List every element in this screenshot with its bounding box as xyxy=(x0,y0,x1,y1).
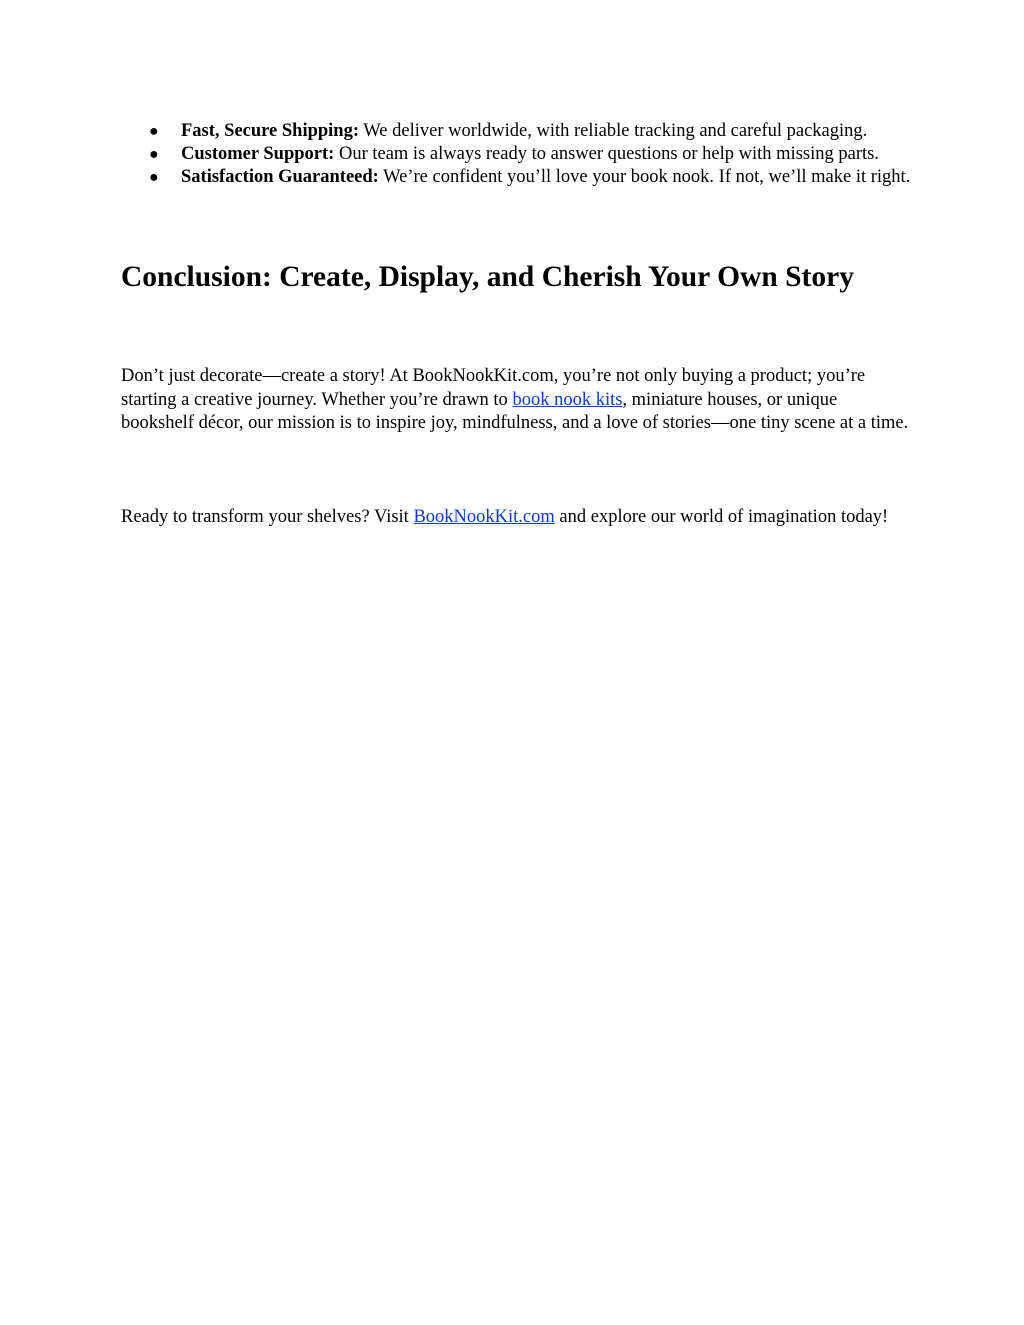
cta-text-before: Ready to transform your shelves? Visit xyxy=(121,506,414,527)
list-item xyxy=(149,166,911,189)
list-item xyxy=(149,120,911,143)
booknookkit-link[interactable]: BookNookKit.com xyxy=(413,506,555,527)
feature-title: Fast, Secure Shipping: xyxy=(181,121,360,141)
bullet-icon: ● xyxy=(149,123,159,140)
document-page xyxy=(121,120,911,529)
feature-text: Our team is always ready to answer questions or help with missing parts. xyxy=(334,144,879,164)
feature-text: We deliver worldwide, with reliable tracking and careful packaging. xyxy=(359,121,868,141)
list-item xyxy=(149,143,911,166)
bullet-icon: ● xyxy=(149,146,159,163)
feature-list xyxy=(121,120,911,189)
feature-title: Customer Support: xyxy=(181,144,335,164)
conclusion-paragraph xyxy=(121,365,911,436)
bullet-icon: ● xyxy=(149,169,159,186)
feature-text: We’re confident you’ll love your book nook. If not, we’ll make it right. xyxy=(378,167,911,187)
cta-text-after: and explore our world of imagination today! xyxy=(554,506,889,527)
conclusion-heading: Conclusion: Create, Display, and Cherish Your Own Story xyxy=(121,261,854,293)
call-to-action-paragraph xyxy=(121,506,911,530)
paragraph-text-after: , miniature houses, or unique bookshelf décor, our mission is to inspire joy, mindfulness, and a love of stories—one tiny scene at a time. xyxy=(121,389,909,433)
feature-title: Satisfaction Guaranteed: xyxy=(181,167,379,187)
book-nook-kits-link[interactable]: book nook kits xyxy=(512,389,623,410)
paragraph-text-before: Don’t just decorate—create a story! At BookNookKit.com, you’re not only buying a product; you’re starting a creative journey. Whether you’re drawn to xyxy=(121,366,866,410)
